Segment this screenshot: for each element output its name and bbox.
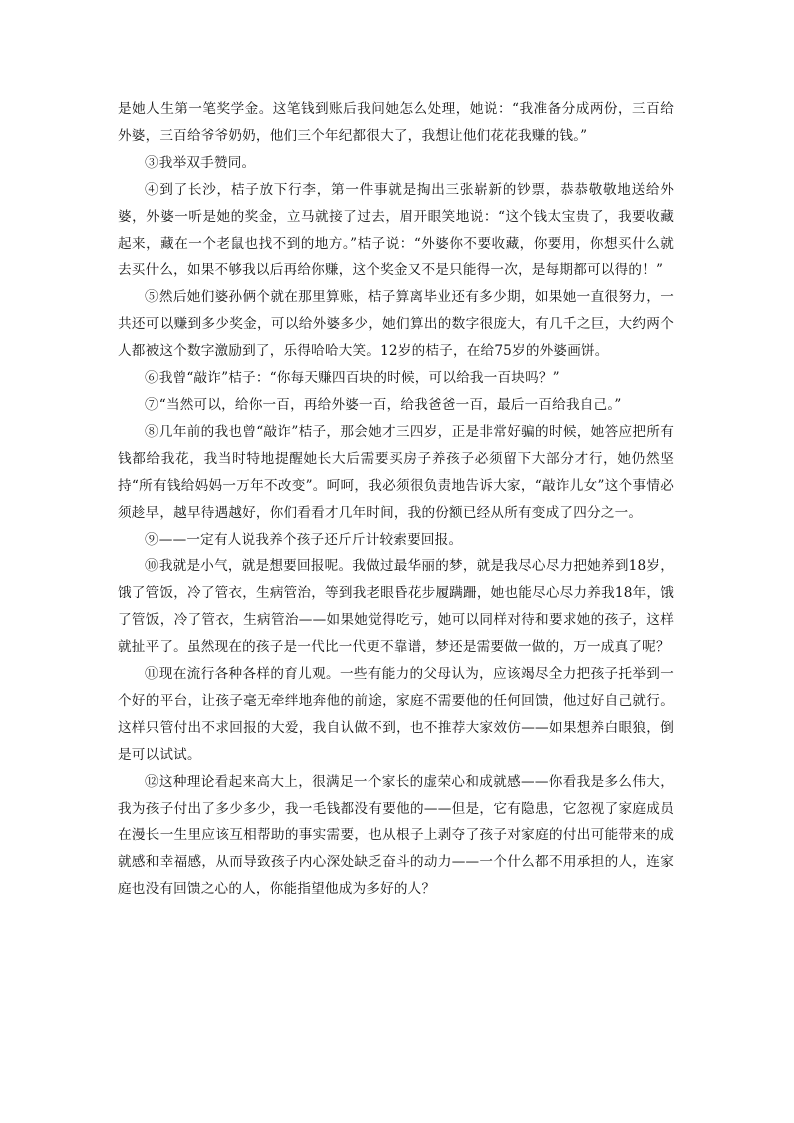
paragraph-8: ⑧几年前的我也曾“敲诈”桔子，那会她才三四岁，正是非常好骗的时候，她答应把所有钱都给我花，我当时特地提醒她长大后需要买房子养孩子必须留下大部分才行，她仍然坚持“所有钱给妈妈一万年不改变”。呵呵，我必须很负责地告诉大家，“敲诈儿女”这个事情必须趁早，越早待遇越好，你们看看才几年时间，我的份额已经从所有变成了四分之一。 (118, 423, 674, 521)
paragraph-12: ⑫这种理论看起来高大上，很满足一个家长的虚荣心和成就感——你看我是多么伟大，我为孩子付出了多少多少，我一毛钱都没有要他的——但是，它有隐患，它忽视了家庭成员在漫长一生里应该互相帮助的事实需要，也从根子上剥夺了孩子对家庭的付出可能带来的成就感和幸福感，从而导致孩子内心深处缺乏奋斗的动力——一个什么都不用承担的人，连家庭也没有回馈之心的人，你能指望他成为多好的人？ (118, 773, 674, 898)
paragraph-9: ⑨——一定有人说我养个孩子还斤斤计较索要回报。 (145, 531, 463, 548)
paragraph-2-continuation: 是她人生第一笔奖学金。这笔钱到账后我问她怎么处理，她说：“我准备分成两份，三百给外婆，三百给爷爷奶奶，他们三个年纪都很大了，我想让他们花花我赚的钱。” (118, 101, 674, 144)
document-page (118, 96, 674, 903)
paragraph-7: ⑦“当然可以，给你一百，再给外婆一百，给我爸爸一百，最后一百给我自己。” (145, 396, 622, 413)
paragraph-4: ④到了长沙，桔子放下行李，第一件事就是掏出三张崭新的钞票，恭恭敬敬地送给外婆，外婆一听是她的奖金，立马就接了过去，眉开眼笑地说：“这个钱太宝贵了，我要收藏起来，藏在一个老鼠也找不到的地方。”桔子说：“外婆你不要收藏，你要用，你想买什么就去买什么，如果不够我以后再给你赚，这个奖金又不是只能得一次，是每期都可以得的！” (118, 181, 674, 279)
paragraph-5: ⑤然后她们婆孙俩个就在那里算账，桔子算离毕业还有多少期，如果她一直很努力，一共还可以赚到多少奖金，可以给外婆多少，她们算出的数字很庞大，有几千之巨，大约两个人都被这个数字激励到了，乐得哈哈大笑。12岁的桔子，在给75岁的外婆画饼。 (118, 289, 674, 360)
paragraph-10: ⑩我就是小气，就是想要回报呢。我做过最华丽的梦，就是我尽心尽力把她养到18岁，饿了管饭，冷了管衣，生病管治，等到我老眼昏花步履蹒跚，她也能尽心尽力养我18年，饿了管饭，冷了管衣，生病管治——如果她觉得吃亏，她可以同样对待和要求她的孩子，这样就扯平了。虽然现在的孩子是一代比一代更不靠谱，梦还是需要做一做的，万一成真了呢？ (118, 558, 674, 656)
paragraph-6: ⑥我曾“敲诈”桔子：“你每天赚四百块的时候，可以给我一百块吗？” (145, 370, 560, 387)
paragraph-3: ③我举双手赞同。 (145, 154, 256, 171)
paragraph-11: ⑪现在流行各种各样的育儿观。一些有能力的父母认为，应该竭尽全力把孩子托举到一个好的平台，让孩子毫无牵绊地奔他的前途，家庭不需要他的任何回馈，他过好自己就行。这样只管付出不求回报的大爱，我自认做不到，也不推荐大家效仿——如果想养白眼狼，倒是可以试试。 (118, 666, 674, 763)
